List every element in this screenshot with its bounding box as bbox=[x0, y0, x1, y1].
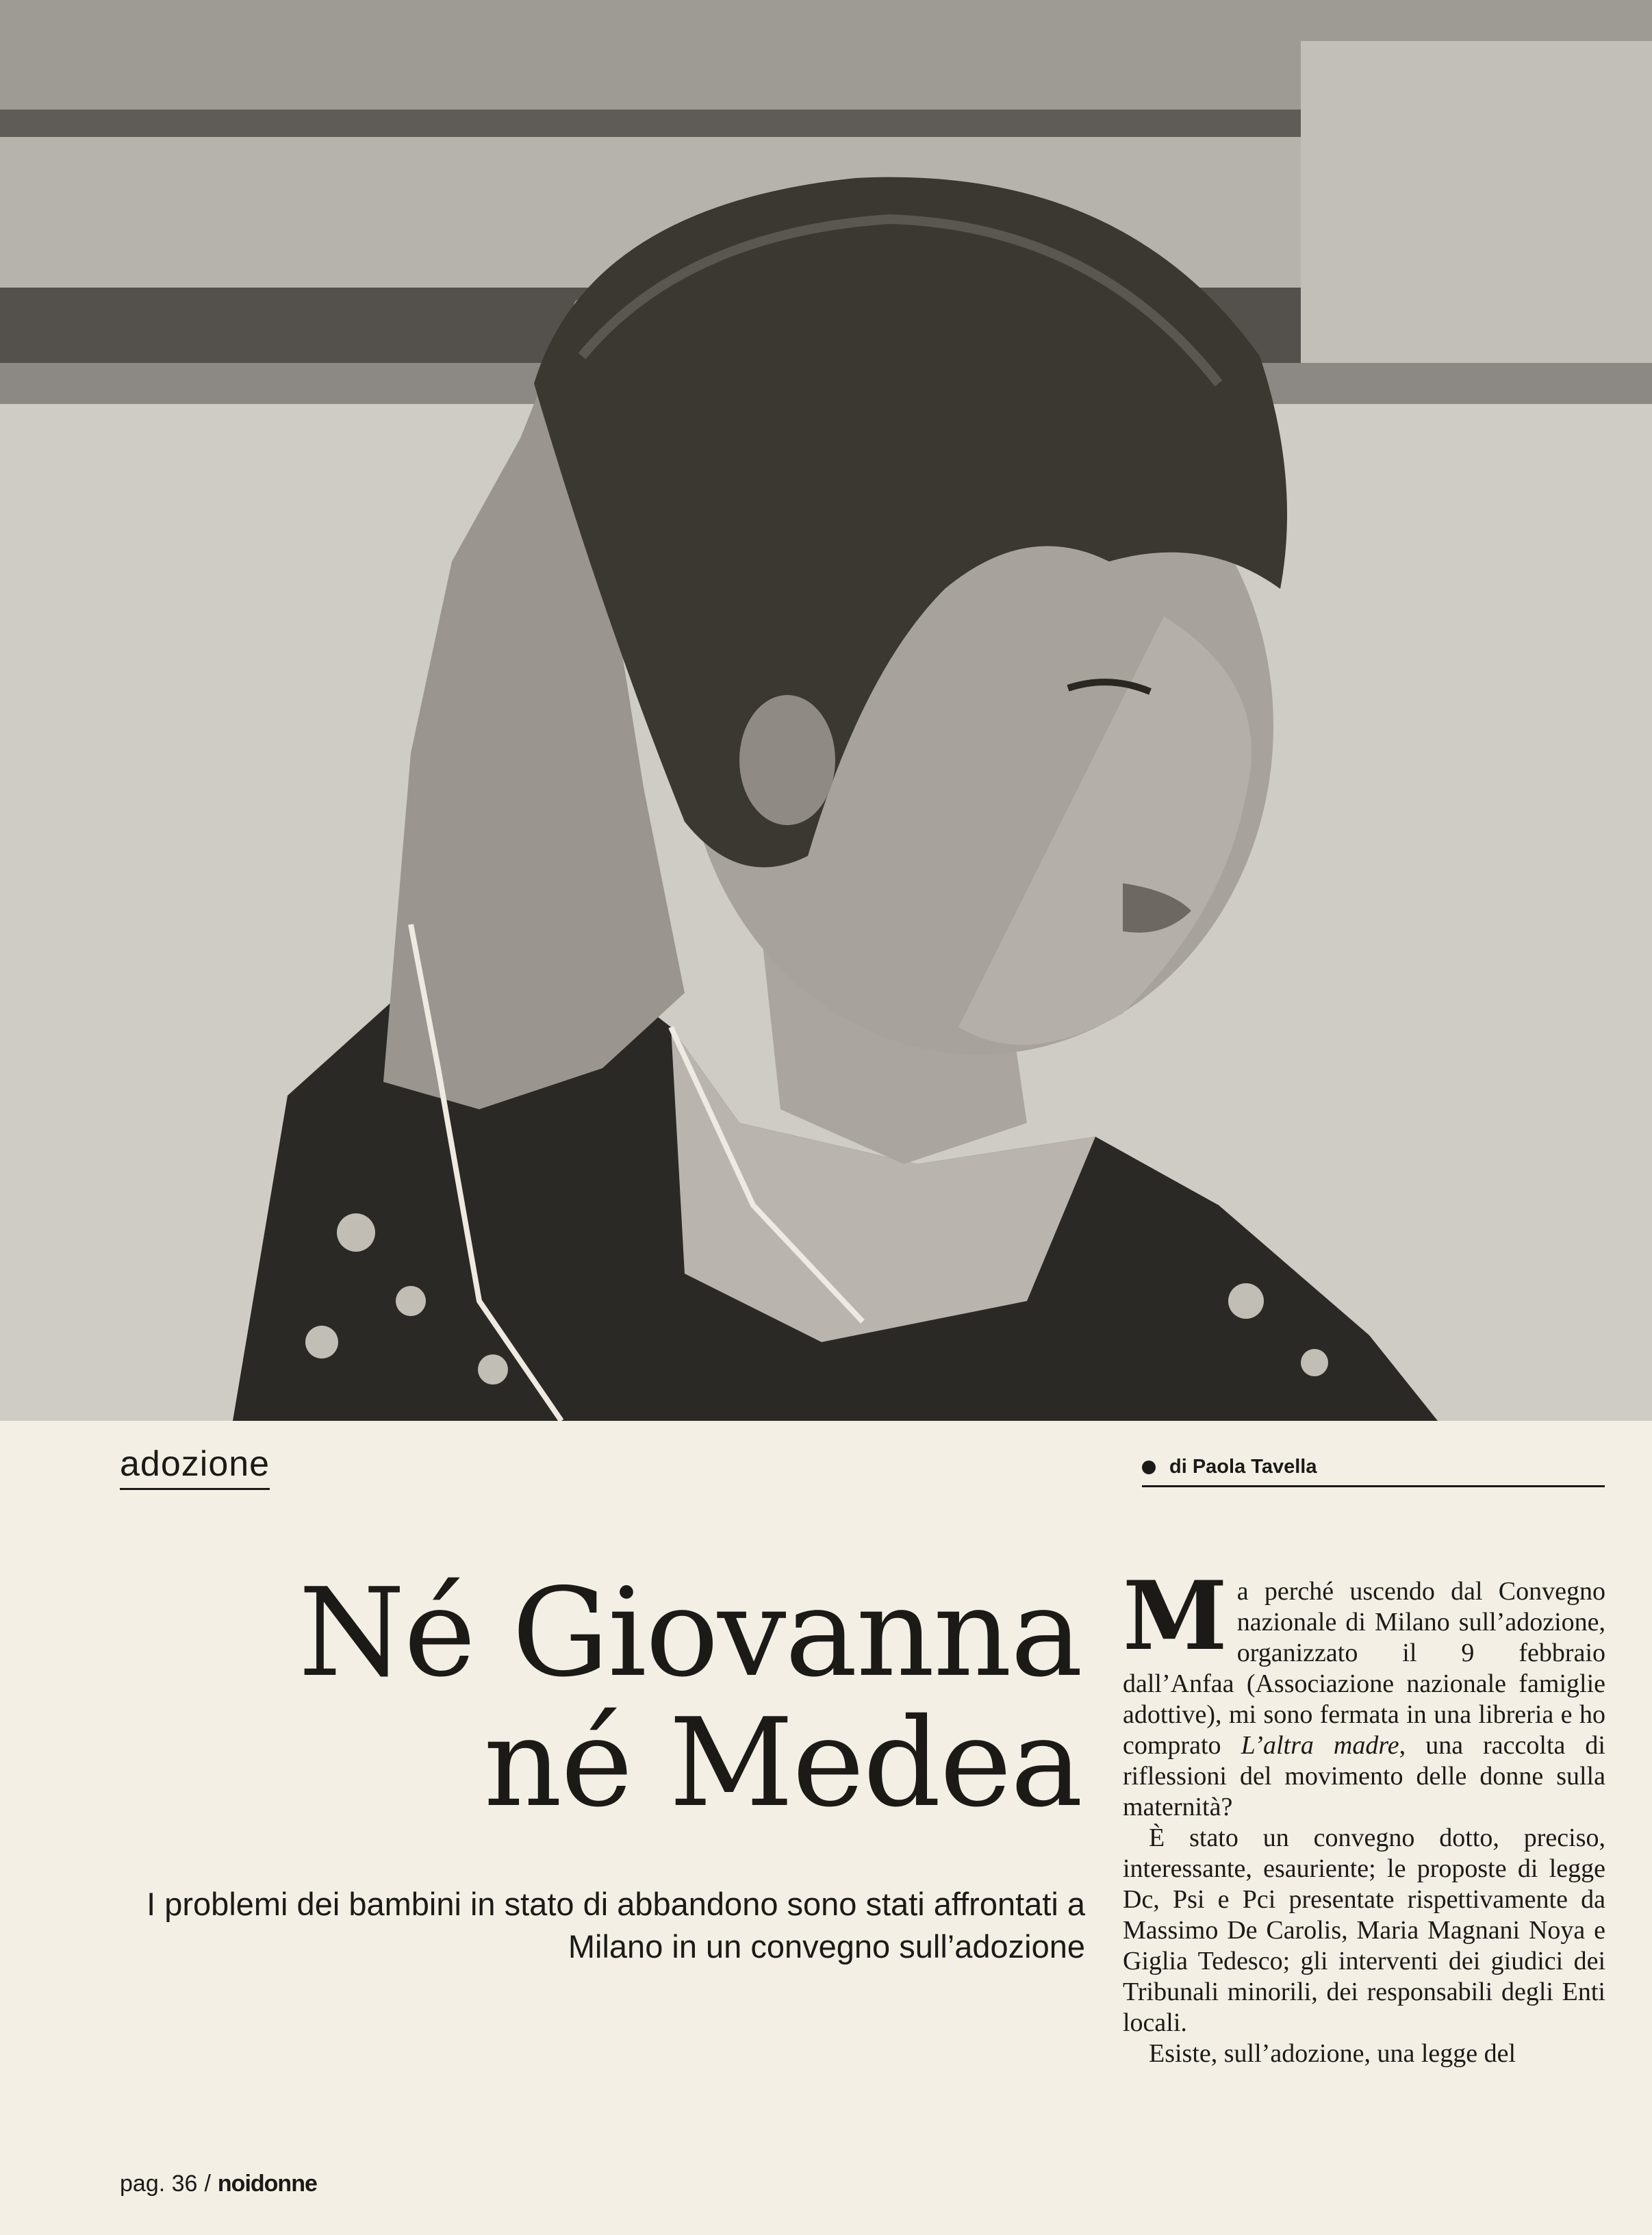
title-line-1: Né Giovanna bbox=[298, 1562, 1082, 1704]
page-number: pag. 36 bbox=[120, 2171, 198, 2197]
paragraph-3: Esiste, sull’adozione, una legge del bbox=[1149, 2039, 1516, 2068]
bullet-dot-icon bbox=[1142, 1461, 1156, 1474]
paragraph-1 bbox=[1123, 1560, 1605, 1823]
article-subtitle: I problemi dei bambini in stato di abbandono sono stati affrontati a Milano in un convegno sull’adozione bbox=[147, 1886, 1085, 1965]
byline-text: di Paola Tavella bbox=[1169, 1456, 1317, 1478]
paragraph-1-end: , una raccolta di riflessioni del movimento delle donne sulla maternità? bbox=[1123, 1731, 1605, 1821]
magazine-name: noidonne bbox=[217, 2171, 317, 2197]
article-body bbox=[1123, 1560, 1605, 2069]
byline bbox=[1142, 1456, 1605, 1487]
paragraph-2: È stato un convegno dotto, preciso, interessante, esauriente; le proposte di legge Dc, Psi e Pci presentate rispettivamente da Massimo De Carolis, Maria Magnani Noya e Giglia Tedesco; gli interventi dei giudici dei Tribunali minorili, dei responsabili degli Enti locali. bbox=[1123, 1823, 1605, 2037]
drop-cap: M bbox=[1123, 1560, 1228, 1671]
title-line-2: né Medea bbox=[483, 1692, 1082, 1834]
page-footer bbox=[120, 2171, 317, 2197]
book-title: L’altra madre bbox=[1241, 1731, 1399, 1760]
section-label: adozione bbox=[120, 1445, 270, 1490]
article-title bbox=[260, 1562, 1082, 1834]
paragraph-1-start: a perché uscendo dal Convegno nazionale di Milano sull’adozione, organizzato il 9 febbraio dall’Anfaa (Associazione nazionale famiglie adottive), mi sono fermata in una libreria e ho comprato bbox=[1123, 1577, 1605, 1760]
footer-separator: / bbox=[204, 2171, 211, 2197]
